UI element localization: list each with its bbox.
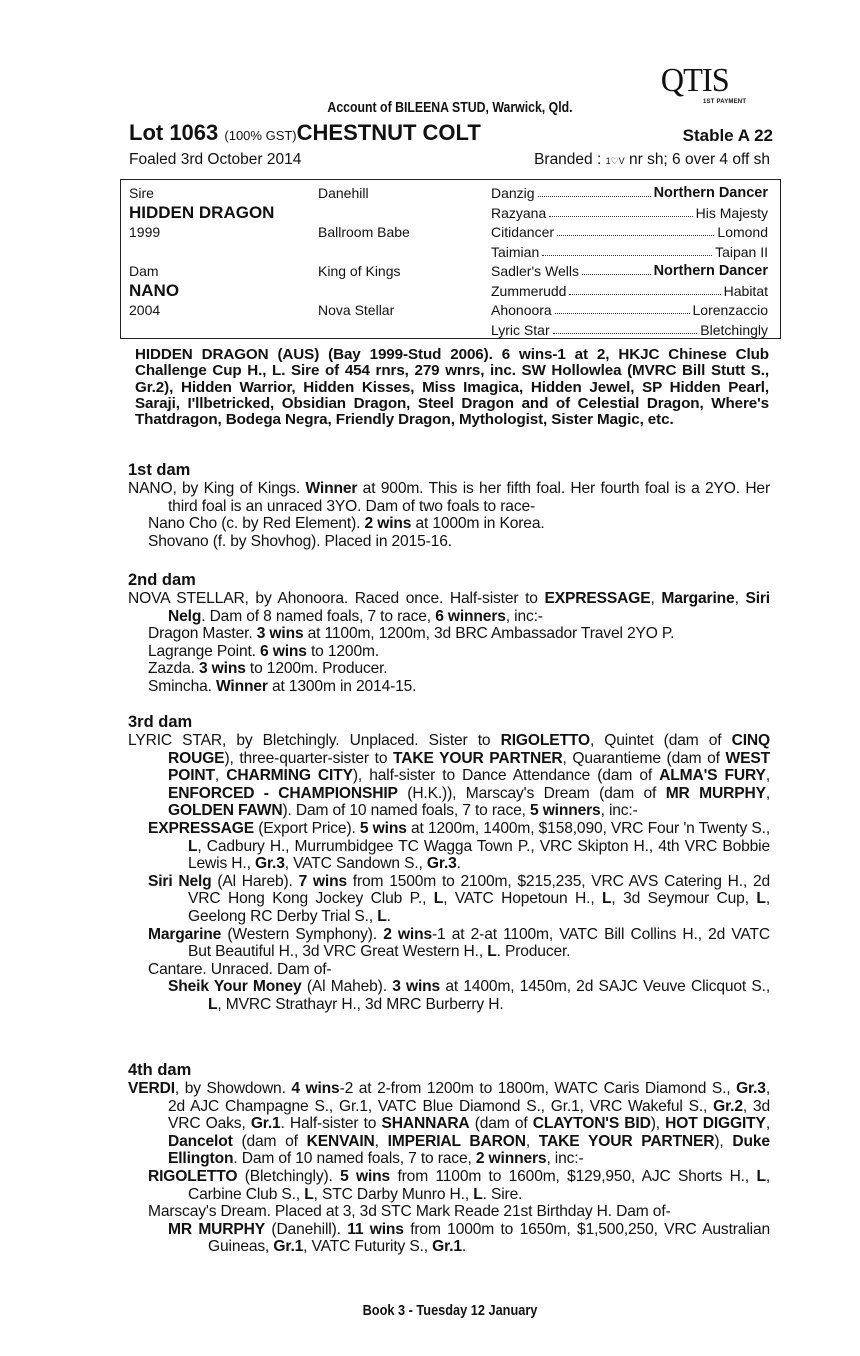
progeny-entry xyxy=(148,660,770,678)
bold-text: 3 wins xyxy=(256,625,304,643)
progeny-entry xyxy=(148,961,770,979)
bold-text: Gr.2 xyxy=(713,1097,743,1115)
text: at 1400m, 1450m, 2d SAJC Veuve Clicquot S., xyxy=(440,978,770,996)
bold-text: L xyxy=(602,890,612,908)
pedigree-table xyxy=(120,179,781,339)
bold-text: L xyxy=(487,943,497,961)
dot-leader xyxy=(538,196,651,197)
progeny-entry xyxy=(148,643,770,661)
text: Cantare. Unraced. Dam of- xyxy=(148,960,332,978)
bold-text: 4 wins xyxy=(291,1080,340,1097)
text: , inc:- xyxy=(546,1150,584,1168)
pedigree-grandparent: Danehill xyxy=(318,185,369,201)
text: ), xyxy=(650,1115,666,1133)
great-grandparent: Sadler's Wells xyxy=(491,263,579,279)
dam-paragraph xyxy=(128,480,770,515)
text: , xyxy=(214,767,227,785)
bold-text: Gr.1 xyxy=(432,1238,462,1256)
text: ), three-quarter-sister to xyxy=(224,749,394,767)
progeny-entry xyxy=(168,1221,770,1256)
progeny-entry xyxy=(148,678,770,696)
pedigree-row xyxy=(121,183,780,203)
text: ), half-sister to Dance Attendance (dam of xyxy=(352,767,660,785)
foaled-date: Foaled 3rd October 2014 xyxy=(129,151,302,168)
bold-text: ENFORCED - CHAMPIONSHIP xyxy=(168,784,398,802)
text: (Export Price). xyxy=(253,819,360,837)
progeny-entry xyxy=(148,533,770,551)
text: (Western Symphony). xyxy=(221,925,384,943)
pedigree-ancestry xyxy=(491,244,768,260)
pedigree-row xyxy=(121,203,780,223)
pedigree-row xyxy=(121,222,780,242)
dam-section xyxy=(128,713,770,1014)
text: , inc:- xyxy=(505,607,543,625)
text: , Carbine Club S., xyxy=(188,1167,771,1203)
text: (Danehill). xyxy=(265,1220,348,1238)
text: Shovano (f. by Shovhog). Placed in 2015-16. xyxy=(148,532,452,550)
bold-text: MR MURPHY xyxy=(168,1220,266,1238)
stable-location: Stable A 22 xyxy=(682,126,773,145)
text: ), xyxy=(714,1132,733,1150)
dot-leader xyxy=(555,313,690,314)
bold-text: Sheik Your Money xyxy=(168,978,302,996)
bold-text: Margarine xyxy=(148,925,222,943)
bold-text: 2 winners xyxy=(475,1150,547,1168)
bold-text: TAKE YOUR PARTNER xyxy=(393,749,563,767)
text: Nano Cho (c. by Red Element). xyxy=(148,515,365,533)
bold-text: VERDI xyxy=(128,1080,175,1097)
lot-number: Lot 1063 xyxy=(129,120,219,145)
bold-text: WEST POINT xyxy=(168,749,770,785)
section-heading: 3rd dam xyxy=(128,713,193,731)
pedigree-ancestry xyxy=(491,302,768,318)
dam-section xyxy=(128,461,770,550)
bold-text: GOLDEN FAWN xyxy=(168,802,283,820)
sire-summary: HIDDEN DRAGON (AUS) (Bay 1999-Stud 2006). 6 wins-1 at 2, HKJC Chinese Club Challenge Cup H., L. Sire of 454 rnrs, 279 wnrs, inc. SW Hollowlea (MVRC Bill Stutt S., Gr.2), Hidden Warrior, Hidden Kisses, Miss Imagica, Hidden Jewel, SP Hidden Pearl, Saraji, I'llbetricked, Obsidian Dragon, Steel Dragon and of Celestial Dragon, Where's Thatdragon, Bodega Negra, Friendly Dragon, Mythologist, Sister Magic, etc. xyxy=(135,346,769,429)
bold-text: L xyxy=(433,890,444,908)
pedigree-parent: HIDDEN DRAGON xyxy=(129,202,275,222)
bold-text: 6 winners xyxy=(435,607,506,625)
bold-text: CLAYTON'S BID xyxy=(532,1115,651,1133)
progeny-entry xyxy=(148,1203,770,1221)
bold-text: Margarine xyxy=(661,590,735,607)
text: (Al Maheb). xyxy=(301,978,393,996)
text: at 1100m, 1200m, 3d BRC Ambassador Travel 2YO P. xyxy=(303,625,675,643)
text: , xyxy=(734,590,746,607)
bold-text: L xyxy=(473,1185,483,1203)
bold-text: L xyxy=(756,890,766,908)
gst-note: (100% GST) xyxy=(224,128,297,143)
text: . Dam of 10 named foals, 7 to race, xyxy=(233,1150,476,1168)
bold-text: ALMA'S FURY xyxy=(659,767,766,785)
great-great-grandparent: Taipan II xyxy=(715,243,768,260)
bold-text: 5 wins xyxy=(340,1167,391,1185)
pedigree-grandparent: Nova Stellar xyxy=(318,302,395,318)
great-grandparent: Citidancer xyxy=(491,224,555,240)
bold-text: HOT DIGGITY xyxy=(665,1115,766,1133)
text: . Sire. xyxy=(482,1185,523,1203)
pedigree-parent: Sire xyxy=(129,185,154,201)
dam-section xyxy=(128,571,770,696)
text: at 900m. This is her fifth foal. Her fourth foal is a 2YO. Her third foal is an unraced 3YO. Dam of two foals to race- xyxy=(168,480,770,515)
text: Dragon Master. xyxy=(148,625,257,643)
pedigree-parent: Dam xyxy=(129,263,159,279)
pedigree-ancestry xyxy=(491,224,768,240)
bold-text: Dancelot xyxy=(168,1132,233,1150)
bold-text: 6 wins xyxy=(260,642,307,660)
text: , VATC Hopetoun H., xyxy=(443,890,603,908)
text: (dam of xyxy=(232,1132,307,1150)
text: from 1500m to 2100m, $215,235, VRC AVS Catering H., 2d VRC Hong Kong Jockey Club P., xyxy=(188,872,770,908)
bold-text: Gr.3 xyxy=(736,1080,766,1097)
bold-text: Gr.3 xyxy=(254,855,285,873)
text: Smincha. xyxy=(148,677,216,695)
text: , Quarantieme (dam of xyxy=(562,749,726,767)
dot-leader xyxy=(557,235,714,236)
pedigree-row xyxy=(121,320,780,340)
bold-text: Duke Ellington xyxy=(168,1132,770,1168)
text: , xyxy=(765,767,770,785)
pedigree-row xyxy=(121,261,780,281)
text: , xyxy=(525,1132,539,1150)
bold-text: 5 wins xyxy=(359,819,407,837)
pedigree-ancestry xyxy=(491,205,768,221)
bold-text: EXPRESSAGE xyxy=(544,590,651,607)
brand-info xyxy=(534,151,770,169)
qtis-logo-word: QTIS xyxy=(660,62,729,99)
bold-text: Gr.1 xyxy=(273,1238,304,1256)
pedigree-grandparent: King of Kings xyxy=(318,263,401,279)
bold-text: Gr.3 xyxy=(426,855,457,873)
text: at 1000m in Korea. xyxy=(411,515,545,533)
great-grandparent: Razyana xyxy=(491,204,547,221)
pedigree-ancestry xyxy=(491,185,768,201)
pedigree-row xyxy=(121,300,780,320)
text: at 1300m in 2014-15. xyxy=(267,677,417,695)
great-great-grandparent: Habitat xyxy=(723,282,768,299)
text: , xyxy=(765,1115,770,1133)
text: at 1200m, 1400m, $158,090, VRC Four 'n Twenty S., xyxy=(406,819,771,837)
dot-leader xyxy=(549,216,692,217)
bold-text: KENVAIN xyxy=(306,1132,375,1150)
text: . Dam of 8 named foals, 7 to race, xyxy=(201,607,436,625)
pedigree-ancestry xyxy=(491,322,768,338)
text: NOVA STELLAR, by Ahonoora. Raced once. Half-sister to xyxy=(128,590,545,607)
great-great-grandparent: Northern Dancer xyxy=(653,185,768,201)
great-great-grandparent: Northern Dancer xyxy=(653,263,768,279)
text: to 1200m. xyxy=(306,642,379,660)
section-heading: 2nd dam xyxy=(128,571,196,589)
text: LYRIC STAR, by Bletchingly. Unplaced. Sister to xyxy=(128,732,501,749)
text: , 2d AJC Champagne S., Gr.1, VATC Blue Diamond S., Gr.1, VRC Wakeful S., xyxy=(168,1080,771,1115)
great-great-grandparent: His Majesty xyxy=(695,204,768,221)
text: (dam of xyxy=(469,1115,533,1133)
bold-text: L xyxy=(377,907,387,925)
lot-description: CHESTNUT COLT xyxy=(296,120,481,145)
bold-text: Winner xyxy=(215,677,268,695)
text: , Quintet (dam of xyxy=(589,732,732,749)
vendor-account: Account of BILEENA STUD, Warwick, Qld. xyxy=(327,99,573,116)
bold-text: 3 wins xyxy=(198,660,246,678)
text: from 1100m to 1600m, $129,950, AJC Shorts H., xyxy=(390,1167,757,1185)
text: -2 at 2-from 1200m to 1800m, WATC Caris Diamond S., xyxy=(339,1080,737,1097)
bold-text: 5 winners xyxy=(529,802,601,820)
dam-paragraph xyxy=(128,1080,770,1168)
pedigree-row xyxy=(121,242,780,262)
text: , by Showdown. xyxy=(174,1080,292,1097)
bold-text: IMPERIAL BARON xyxy=(387,1132,526,1150)
progeny-entry xyxy=(148,873,770,926)
text: (Al Hareb). xyxy=(211,872,299,890)
great-grandparent: Taimian xyxy=(491,243,540,260)
dot-leader xyxy=(553,333,698,334)
pedigree-ancestry xyxy=(491,283,768,299)
text: . xyxy=(461,1238,467,1256)
text: , Geelong RC Derby Trial S., xyxy=(188,890,770,925)
great-great-grandparent: Lorenzaccio xyxy=(692,302,768,318)
bold-text: EXPRESSAGE xyxy=(148,819,254,837)
text: (H.K.)), Marscay's Dream (dam of xyxy=(397,784,666,802)
text: , xyxy=(650,590,662,607)
great-great-grandparent: Lomond xyxy=(717,224,768,240)
bold-text: CHARMING CITY xyxy=(226,767,353,785)
text: from 1000m to 1650m, $1,500,250, VRC Australian Guineas, xyxy=(208,1220,771,1256)
text: . Half-sister to xyxy=(280,1115,382,1133)
bold-text: Siri Nelg xyxy=(148,872,212,890)
text: . xyxy=(386,907,391,925)
bold-text: SHANNARA xyxy=(381,1115,470,1133)
bold-text: 2 wins xyxy=(364,515,412,533)
text: , 3d VRC Oaks, xyxy=(168,1097,770,1133)
great-grandparent: Danzig xyxy=(491,185,535,201)
pedigree-row xyxy=(121,281,780,301)
progeny-entry xyxy=(148,625,770,643)
great-grandparent: Ahonoora xyxy=(491,302,552,318)
dot-leader xyxy=(542,255,712,256)
text: , VATC Futurity S., xyxy=(303,1238,433,1256)
pedigree-parent: 1999 xyxy=(129,224,161,240)
text: , STC Darby Munro H., xyxy=(313,1185,474,1203)
text: NANO, by King of Kings. xyxy=(128,480,306,497)
bold-text: Gr.1 xyxy=(250,1115,281,1133)
bold-text: 11 wins xyxy=(347,1220,404,1238)
bold-text: 3 wins xyxy=(392,978,441,996)
progeny-entry xyxy=(148,515,770,533)
dot-leader xyxy=(569,294,720,295)
brand-mark-icon: 1♡V xyxy=(605,156,625,166)
great-grandparent: Lyric Star xyxy=(491,321,550,338)
bold-text: Winner xyxy=(305,480,358,497)
bold-text: L xyxy=(304,1185,314,1203)
text: Lagrange Point. xyxy=(148,642,261,660)
bold-text: Siri Nelg xyxy=(168,590,770,625)
bold-text: L xyxy=(756,1167,766,1185)
section-heading: 4th dam xyxy=(128,1061,192,1079)
progeny-entry xyxy=(148,926,770,961)
bold-text: L xyxy=(188,837,198,855)
text: , MVRC Strathayr H., 3d MRC Burberry H. xyxy=(217,995,504,1013)
text: . Producer. xyxy=(496,943,571,961)
text: -1 at 2-at 1100m, VATC Bill Collins H., 2d VATC But Beautiful H., 3d VRC Great Western H., xyxy=(188,925,770,961)
branded-text: nr sh; 6 over 4 off sh xyxy=(624,151,770,168)
qtis-logo-subtitle: 1ST PAYMENT xyxy=(703,99,747,105)
bold-text: RIGOLETTO xyxy=(500,732,590,749)
text: , VATC Sandown S., xyxy=(284,855,427,873)
text: Zazda. xyxy=(148,660,199,678)
lot-title xyxy=(129,120,481,146)
text: , Cadbury H., Murrumbidgee TC Wagga Town P., VRC Skipton H., 4th VRC Bobbie Lewis H., xyxy=(188,837,770,873)
great-grandparent: Zummerudd xyxy=(491,282,567,299)
bold-text: TAKE YOUR PARTNER xyxy=(538,1132,715,1150)
bold-text: MR MURPHY xyxy=(665,784,766,802)
pedigree-parent: NANO xyxy=(129,280,180,300)
dam-paragraph xyxy=(128,732,770,820)
page-footer: Book 3 - Tuesday 12 January xyxy=(362,1302,538,1319)
text: (Bletchingly). xyxy=(237,1167,341,1185)
section-heading: 1st dam xyxy=(128,461,191,479)
dot-leader xyxy=(582,274,651,275)
pedigree-parent: 2004 xyxy=(129,302,161,318)
dam-section xyxy=(128,1061,770,1256)
text: Marscay's Dream. Placed at 3, 3d STC Mark Reade 21st Birthday H. Dam of- xyxy=(148,1203,671,1221)
text: . xyxy=(456,855,461,873)
bold-text: 7 wins xyxy=(298,872,347,890)
text: , 3d Seymour Cup, xyxy=(611,890,757,908)
text: to 1200m. Producer. xyxy=(245,660,388,678)
bold-text: CINQ ROUGE xyxy=(168,732,770,767)
dam-paragraph xyxy=(128,590,770,625)
pedigree-grandparent: Ballroom Babe xyxy=(318,224,410,240)
bold-text: RIGOLETTO xyxy=(148,1167,238,1185)
text: ). Dam of 10 named foals, 7 to race, xyxy=(282,802,530,820)
bold-text: 2 wins xyxy=(383,925,432,943)
progeny-entry xyxy=(168,978,770,1013)
text: , inc:- xyxy=(600,802,638,820)
progeny-entry xyxy=(148,1168,770,1203)
text: , xyxy=(374,1132,388,1150)
branded-label: Branded : xyxy=(534,151,606,168)
bold-text: L xyxy=(208,995,218,1013)
progeny-entry xyxy=(148,820,770,873)
pedigree-ancestry xyxy=(491,263,768,279)
great-great-grandparent: Bletchingly xyxy=(700,321,768,338)
text: , xyxy=(765,784,771,802)
